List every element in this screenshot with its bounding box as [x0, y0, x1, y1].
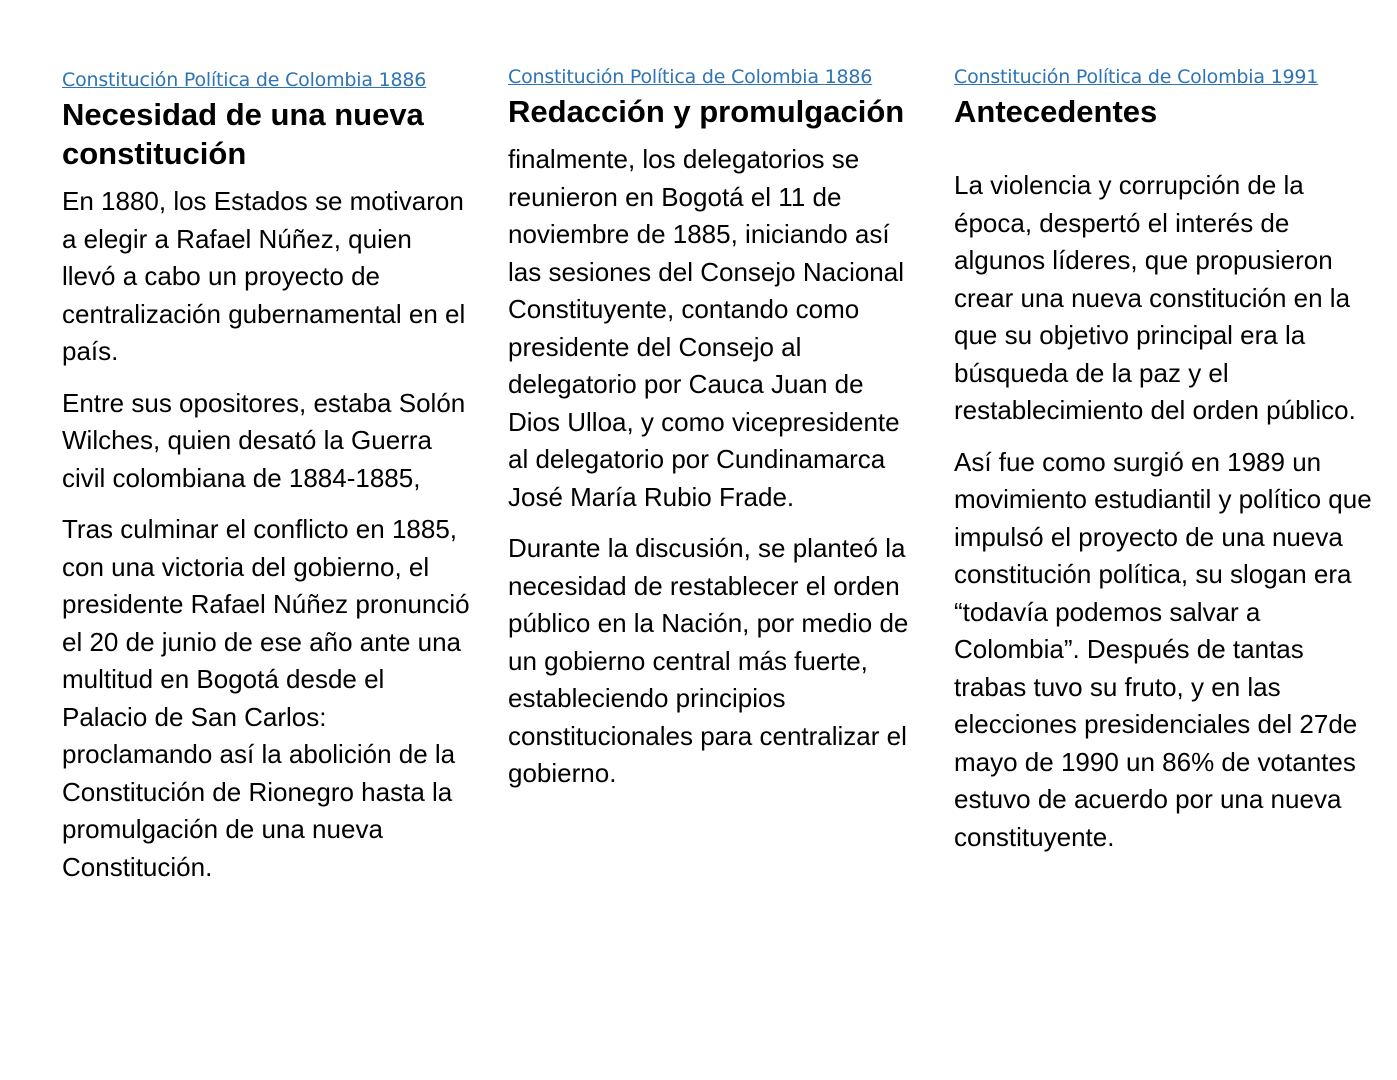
column-redaccion	[508, 64, 918, 807]
paragraph: Tras culminar el conflicto en 1885, con una victoria del gobierno, el presidente Rafael Núñez pronunció el 20 de junio de ese año ante una multitud en Bogotá desde el Palacio de San Carlos: proclamando así la abolición de la Constitución de Rionegro hasta la promulgación de una nueva Constitución.	[62, 514, 470, 882]
source-link[interactable]: Constitución Política de Colombia 1886	[508, 66, 873, 88]
paragraph: Durante la discusión, se planteó la necesidad de restablecer el orden público en la Nación, por medio de un gobierno central más fuerte, estableciendo principios constitucionales para centralizar el gobierno.	[508, 533, 909, 788]
column-antecedentes	[954, 64, 1374, 870]
column-necesidad	[62, 67, 472, 900]
paragraph: finalmente, los delegatorios se reunieron en Bogotá el 11 de noviembre de 1885, iniciando así las sesiones del Consejo Nacional Constituyente, contando como presidente del Consejo al delegatorio por Cauca Juan de Dios Ulloa, y como vicepresidente al delegatorio por Cundinamarca José María Rubio Frade.	[508, 144, 905, 512]
source-link[interactable]: Constitución Política de Colombia 1991	[954, 66, 1319, 88]
source-link[interactable]: Constitución Política de Colombia 1886	[62, 69, 427, 91]
paragraph: Entre sus opositores, estaba Solón Wilches, quien desató la Guerra civil colombiana de 1884-1885,	[62, 387, 466, 493]
paragraph: En 1880, los Estados se motivaron a elegir a Rafael Núñez, quien llevó a cabo un proyecto de centralización gubernamental en el país.	[62, 186, 466, 366]
section-heading: Antecedentes	[954, 94, 1158, 129]
paragraph: La violencia y corrupción de la época, despertó el interés de algunos líderes, que propusieron crear una nueva constitución en la que su objetivo principal era la búsqueda de la paz y el restablecimiento del orden público.	[954, 170, 1356, 425]
paragraph: Así fue como surgió en 1989 un movimiento estudiantil y político que impulsó el proyecto de una nueva constitución política, su slogan era “todavía podemos salvar a Colombia”. Después de tantas trabas tuvo su fruto, y en las elecciones presidenciales del 27de mayo de 1990 un 86% de votantes estuvo de acuerdo por una nueva constituyente.	[954, 446, 1372, 852]
section-heading: Necesidad de una nueva constitución	[62, 97, 424, 171]
section-heading: Redacción y promulgación	[508, 94, 905, 129]
